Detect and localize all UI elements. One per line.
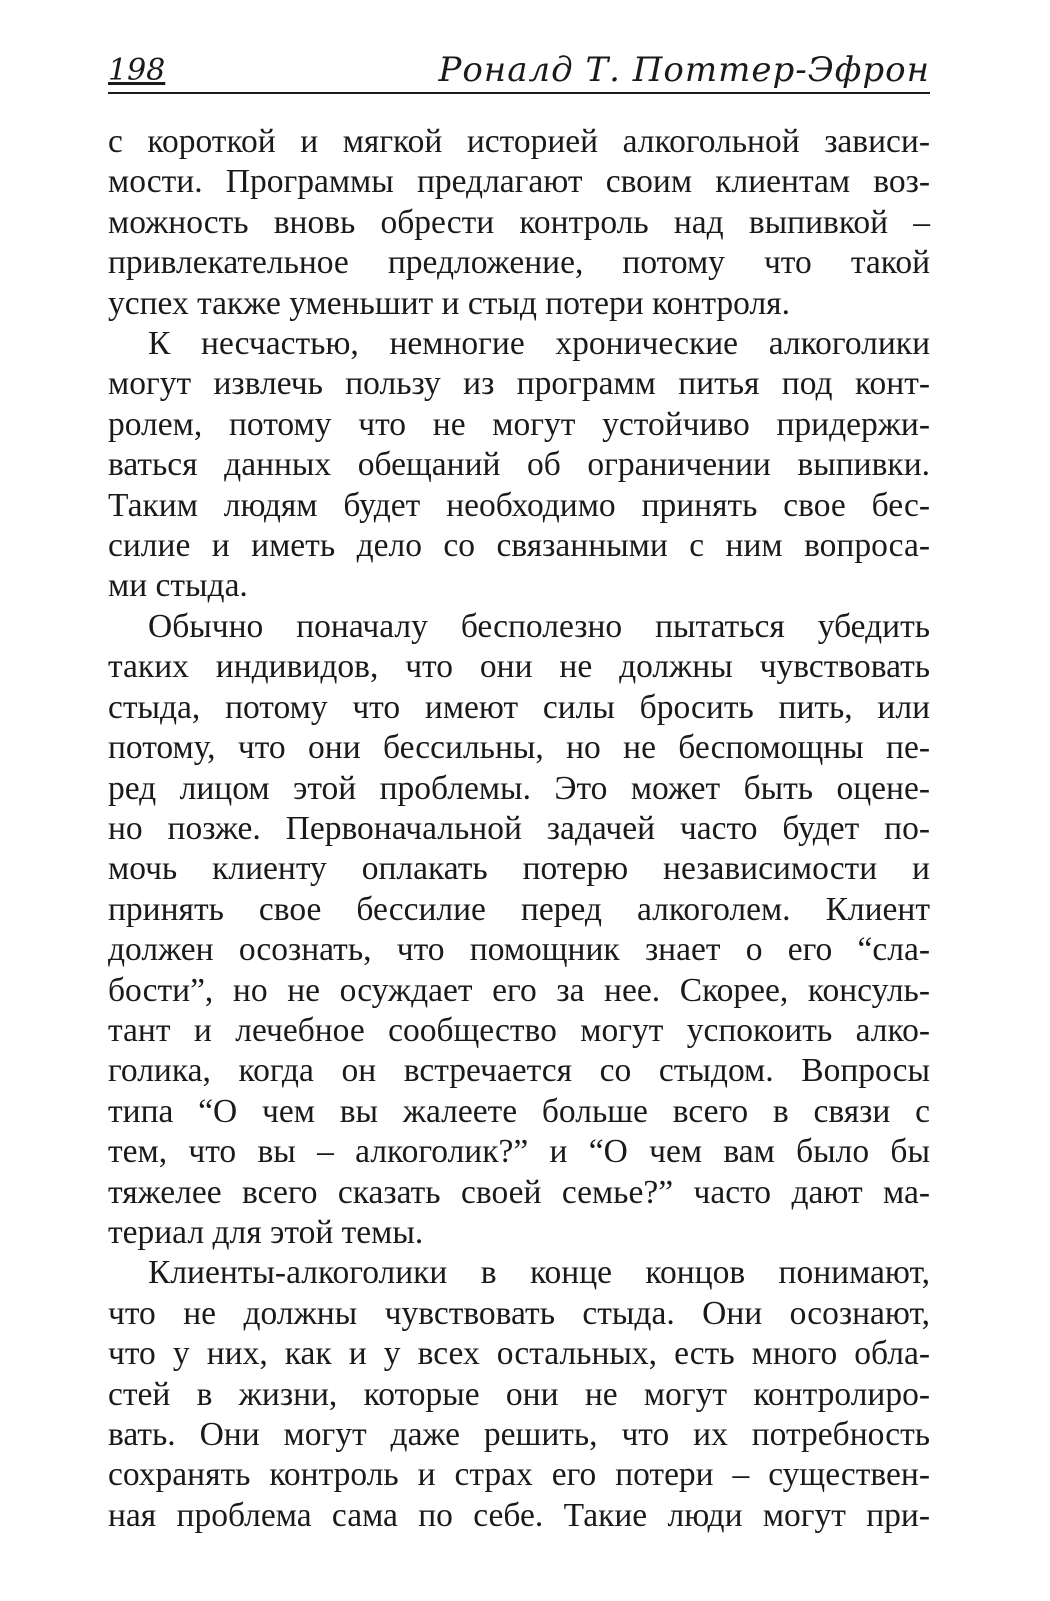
text-line: таких индивидов, что они не должны чувствовать: [108, 648, 930, 686]
text-line: ми стыда.: [108, 567, 248, 605]
text-line: вать. Они могут даже решить, что их потребность: [108, 1416, 930, 1453]
text-line: Обычно поначалу бесполезно пытаться убедить: [148, 607, 930, 645]
text-line: типа “О чем вы жалеете больше всего в связи с: [108, 1092, 930, 1130]
text-line: ная проблема сама по себе. Такие люди могут при-: [108, 1496, 930, 1534]
text-line: но позже. Первоначальной задачей часто будет по-: [108, 809, 930, 847]
text-line: можность вновь обрести контроль над выпивкой –: [108, 203, 930, 241]
text-line: должен осознать, что помощник знает о его “сла-: [108, 931, 930, 969]
text-line: силие и иметь дело со связанными с ним вопроса-: [108, 527, 930, 565]
text-line: стыда, потому что имеют силы бросить пить, или: [108, 688, 930, 726]
text-line: принять свое бессилие перед алкоголем. Клиент: [108, 890, 930, 928]
text-line: привлекательное предложение, потому что такой: [108, 244, 930, 282]
text-line: Клиенты-алкоголики в конце концов понимают,: [148, 1254, 930, 1292]
paragraph: [108, 1253, 930, 1536]
text-line: с короткой и мягкой историей алкогольной зависи-: [108, 123, 930, 160]
book-page: [108, 44, 930, 1536]
paragraph: [108, 607, 930, 1254]
text-line: ред лицом этой проблемы. Это может быть оцене-: [108, 769, 930, 807]
text-line: териал для этой темы.: [108, 1213, 424, 1251]
text-line: К несчастью, немногие хронические алкоголики: [148, 325, 930, 363]
text-line: ролем, потому что не могут устойчиво придержи-: [108, 405, 930, 443]
text-line: Таким людям будет необходимо принять свое бес-: [108, 486, 930, 524]
text-line: ваться данных обещаний об ограничении выпивки.: [108, 446, 930, 484]
text-line: что у них, как и у всех остальных, есть много обла-: [108, 1335, 930, 1373]
page-number: 198: [108, 53, 166, 88]
text-line: тем, что вы – алкоголик?” и “О чем вам было бы: [108, 1133, 930, 1171]
paragraph: [108, 324, 930, 607]
text-line: что не должны чувствовать стыда. Они осознают,: [108, 1294, 930, 1332]
text-line: стей в жизни, которые они не могут контролиро-: [108, 1375, 930, 1413]
text-line: могут извлечь пользу из программ питья под конт-: [108, 365, 930, 403]
body-text: [108, 122, 930, 1536]
text-line: потому, что они бессильны, но не беспомощны пе-: [108, 729, 930, 767]
text-line: голика, когда он встречается со стыдом. Вопросы: [108, 1052, 930, 1090]
running-head: [108, 44, 930, 94]
text-line: бости”, но не осуждает его за нее. Скорее, консуль-: [108, 971, 930, 1009]
text-line: тант и лечебное сообщество могут успокоить алко-: [108, 1011, 930, 1049]
running-head-author: Роналд Т. Поттер-Эфрон: [438, 50, 930, 90]
text-line: мости. Программы предлагают своим клиентам воз-: [108, 163, 930, 201]
text-line: мочь клиенту оплакать потерю независимости и: [108, 850, 930, 888]
text-line: сохранять контроль и страх его потери – существен-: [108, 1456, 930, 1494]
text-line: тяжелее всего сказать своей семье?” часто дают ма-: [108, 1173, 930, 1211]
text-line: успех также уменьшит и стыд потери контроля.: [108, 284, 790, 322]
paragraph: [108, 122, 930, 324]
